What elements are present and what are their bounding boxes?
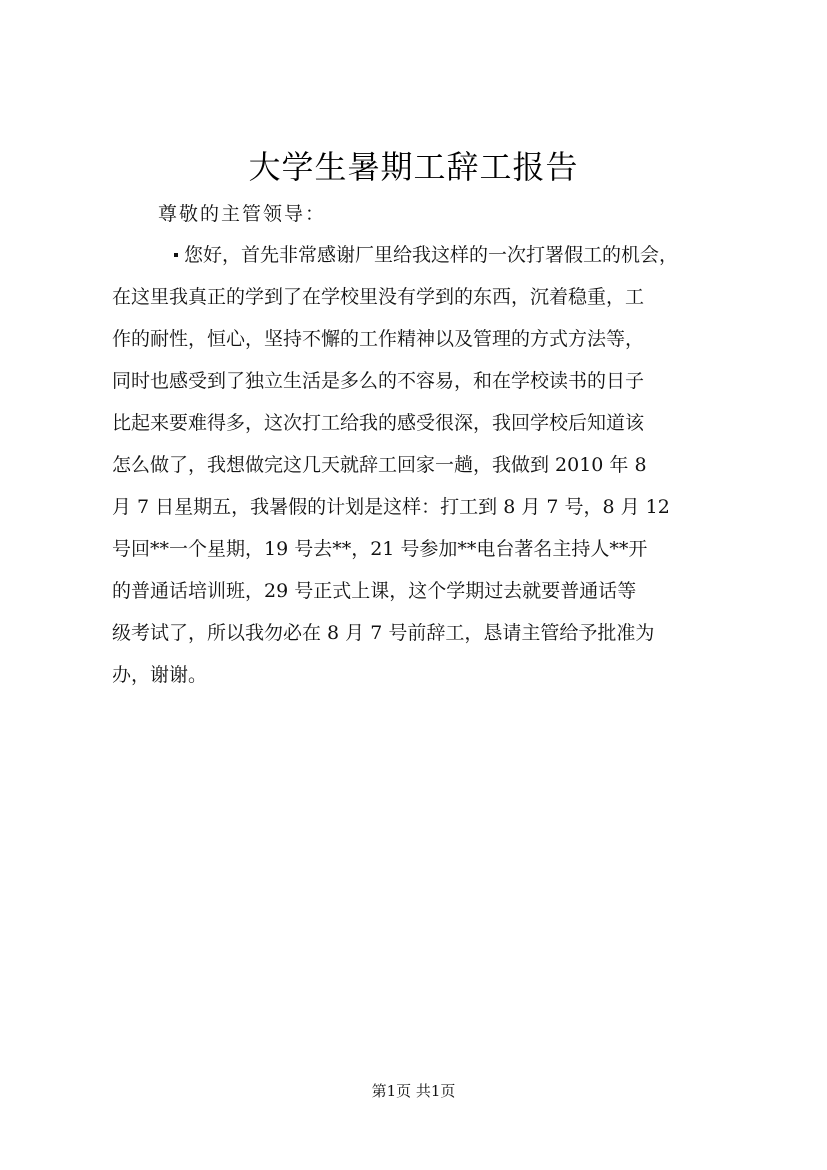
salutation: 尊敬的主管领导： [158,203,327,225]
bullet-icon [174,253,178,257]
page-number-footer: 第1页 共1页 [371,1082,456,1100]
body-line: 比起来要难得多，这次打工给我的感受很深，我回学校后知道该 [112,412,645,434]
body-line: 号回**一个星期，19 号去**，21 号参加**电台著名主持人**开 [112,538,648,560]
body-line: 级考试了，所以我勿必在 8 月 7 号前辞工，恳请主管给予批准为 [112,622,655,644]
body-line: 同时也感受到了独立生活是多么的不容易，和在学校读书的日子 [112,370,645,392]
body-line: 怎么做了，我想做完这几天就辞工回家一趟，我做到 2010 年 8 [112,454,647,476]
body-line: 月 7 日星期五，我暑假的计划是这样：打工到 8 月 7 号，8 月 12 [112,496,670,518]
body-line: 作的耐性，恒心，坚持不懈的工作精神以及管理的方式方法等， [112,328,645,350]
body-paragraph [112,240,742,702]
body-line: 在这里我真正的学到了在学校里没有学到的东西，沉着稳重，工 [112,286,645,308]
body-line: 办，谢谢。 [112,664,208,686]
body-line: 您好，首先非常感谢厂里给我这样的一次打署假工的机会， [112,240,742,282]
document-title: 大学生暑期工辞工报告 [248,148,579,186]
body-line: 的普通话培训班，29 号正式上课，这个学期过去就要普通话等 [112,580,637,602]
